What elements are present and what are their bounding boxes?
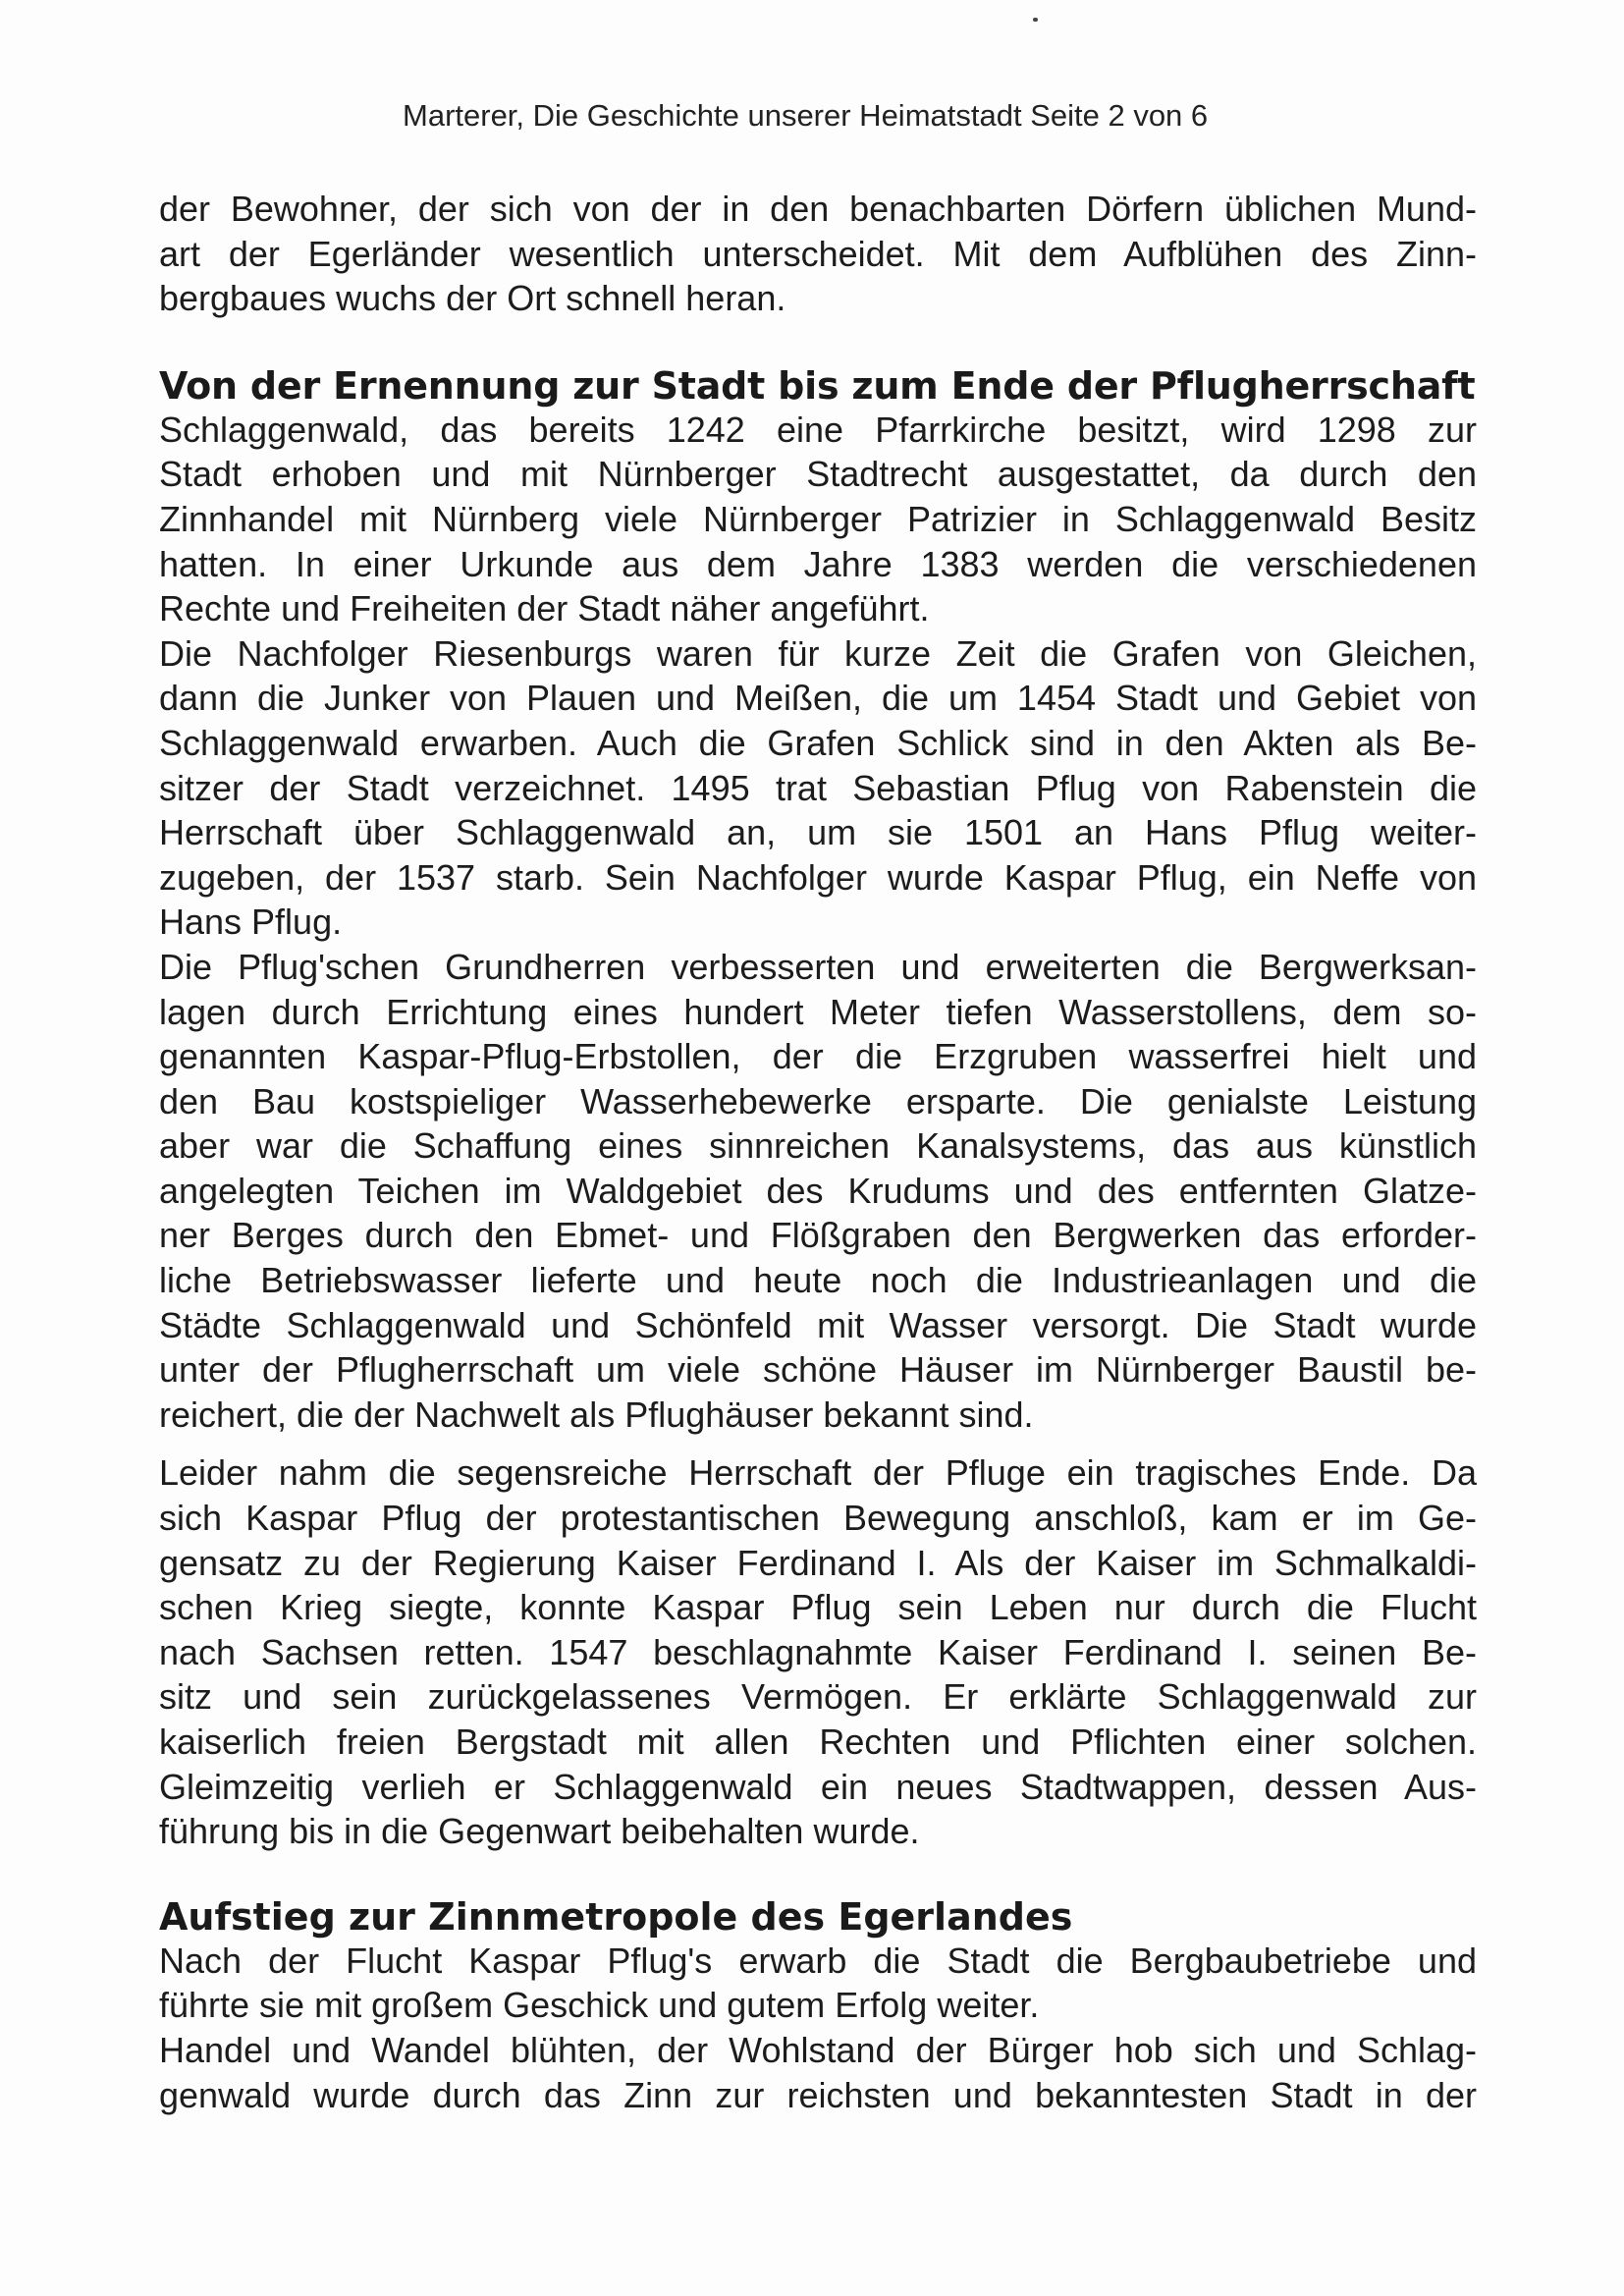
text-line: den Bau kostspieliger Wasserhebewerke ersparte. Die genialste Leistung: [159, 1080, 1477, 1121]
text-line: Zinnhandel mit Nürnberg viele Nürnberger Patrizier in Schlaggenwald Besitz: [159, 498, 1477, 539]
text-line: führte sie mit großem Geschick und gutem Erfolg weiter.: [159, 1985, 1040, 2026]
document-body: [159, 187, 1477, 2117]
text-line: gensatz zu der Regierung Kaiser Ferdinand I. Als der Kaiser im Schmalkaldi-: [159, 1542, 1477, 1583]
text-line: Leider nahm die segensreiche Herrschaft der Pfluge ein tragisches Ende. Da: [159, 1452, 1477, 1494]
text-line: nach Sachsen retten. 1547 beschlagnahmte Kaiser Ferdinand I. seinen Be-: [159, 1631, 1477, 1672]
text-line: reichert, die der Nachwelt als Pflughäuser bekannt sind.: [159, 1394, 1034, 1435]
text-line: Handel und Wandel blühten, der Wohlstand der Bürger hob sich und Schlag-: [159, 2029, 1477, 2070]
section-heading-stadt: Von der Ernennung zur Stadt bis zum Ende der Pflugherrschaft: [159, 363, 1476, 408]
paragraph-nachfolger: [159, 631, 1477, 945]
text-line: Herrschaft über Schlaggenwald an, um sie 1501 an Hans Pflug weiter-: [159, 812, 1477, 853]
text-line: genwald wurde durch das Zinn zur reichsten und bekanntesten Stadt in der: [159, 2074, 1477, 2115]
text-line: art der Egerländer wesentlich unterscheidet. Mit dem Aufblühen des Zinn-: [159, 233, 1477, 274]
text-line: lagen durch Errichtung eines hundert Meter tiefen Wasserstollens, dem so-: [159, 991, 1477, 1032]
text-line: Städte Schlaggenwald und Schönfeld mit Wasser versorgt. Die Stadt wurde: [159, 1304, 1477, 1345]
text-line: angelegten Teichen im Waldgebiet des Krudums und des entfernten Glatze-: [159, 1170, 1477, 1211]
text-line: hatten. In einer Urkunde aus dem Jahre 1383 werden die verschiedenen: [159, 543, 1477, 584]
page-header: Marterer, Die Geschichte unserer Heimatstadt Seite 2 von 6: [403, 98, 1209, 133]
scan-speck: [1033, 18, 1038, 22]
section-heading-zinnmetropole: Aufstieg zur Zinnmetropole des Egerlandes: [159, 1894, 1073, 1939]
text-line: Nach der Flucht Kaspar Pflug's erwarb die Stadt die Bergbaubetriebe und: [159, 1940, 1477, 1981]
text-line: der Bewohner, der sich von der in den benachbarten Dörfern üblichen Mund-: [159, 189, 1477, 229]
text-line: Gleimzeitig verlieh er Schlaggenwald ein neues Stadtwappen, dessen Aus-: [159, 1766, 1477, 1807]
text-line: dann die Junker von Plauen und Meißen, die um 1454 Stadt und Gebiet von: [159, 678, 1477, 719]
paragraph-bergbaubetriebe: [159, 1939, 1477, 2028]
text-line: ner Berges durch den Ebmet- und Flößgraben den Bergwerken das erforder-: [159, 1215, 1477, 1256]
text-line: führung bis in die Gegenwart beibehalten wurde.: [159, 1811, 920, 1852]
text-line: Schlaggenwald erwarben. Auch die Grafen Schlick sind in den Akten als Be-: [159, 722, 1477, 763]
text-line: sich Kaspar Pflug der protestantischen Bewegung anschloß, kam er im Ge-: [159, 1498, 1477, 1539]
paragraph-grundherren: [159, 945, 1477, 1438]
text-line: Die Nachfolger Riesenburgs waren für kurze Zeit die Grafen von Gleichen,: [159, 632, 1477, 674]
text-line: genannten Kaspar-Pflug-Erbstollen, der die Erzgruben wasserfrei hielt und: [159, 1036, 1477, 1077]
paragraph-tragisches-ende: [159, 1450, 1477, 1853]
text-line: Stadt erhoben und mit Nürnberger Stadtrecht ausgestattet, da durch den: [159, 454, 1477, 495]
text-line: Die Pflug'schen Grundherren verbesserten und erweiterten die Bergwerksan-: [159, 946, 1477, 987]
text-line: Rechte und Freiheiten der Stadt näher angeführt.: [159, 588, 930, 629]
text-line: schen Krieg siegte, konnte Kaspar Pflug sein Leben nur durch die Flucht: [159, 1587, 1477, 1628]
paragraph-stadtrecht: [159, 408, 1477, 631]
text-line: zugeben, der 1537 starb. Sein Nachfolger wurde Kaspar Pflug, ein Neffe von: [159, 856, 1477, 898]
paragraph-handel-wandel: [159, 2028, 1477, 2117]
text-line: aber war die Schaffung eines sinnreichen Kanalsystems, das aus künstlich: [159, 1125, 1477, 1167]
text-line: Schlaggenwald, das bereits 1242 eine Pfarrkirche besitzt, wird 1298 zur: [159, 409, 1477, 450]
text-line: Hans Pflug.: [159, 902, 343, 943]
text-line: unter der Pflugherrschaft um viele schöne Häuser im Nürnberger Baustil be-: [159, 1349, 1477, 1391]
paragraph-intro: [159, 187, 1477, 321]
text-line: sitzer der Stadt verzeichnet. 1495 trat Sebastian Pflug von Rabenstein die: [159, 767, 1477, 808]
text-line: bergbaues wuchs der Ort schnell heran.: [159, 278, 786, 319]
text-line: kaiserlich freien Bergstadt mit allen Rechten und Pflichten einer solchen.: [159, 1722, 1477, 1762]
text-line: sitz und sein zurückgelassenes Vermögen. Er erklärte Schlaggenwald zur: [159, 1676, 1477, 1718]
text-line: liche Betriebswasser lieferte und heute noch die Industrieanlagen und die: [159, 1260, 1477, 1301]
